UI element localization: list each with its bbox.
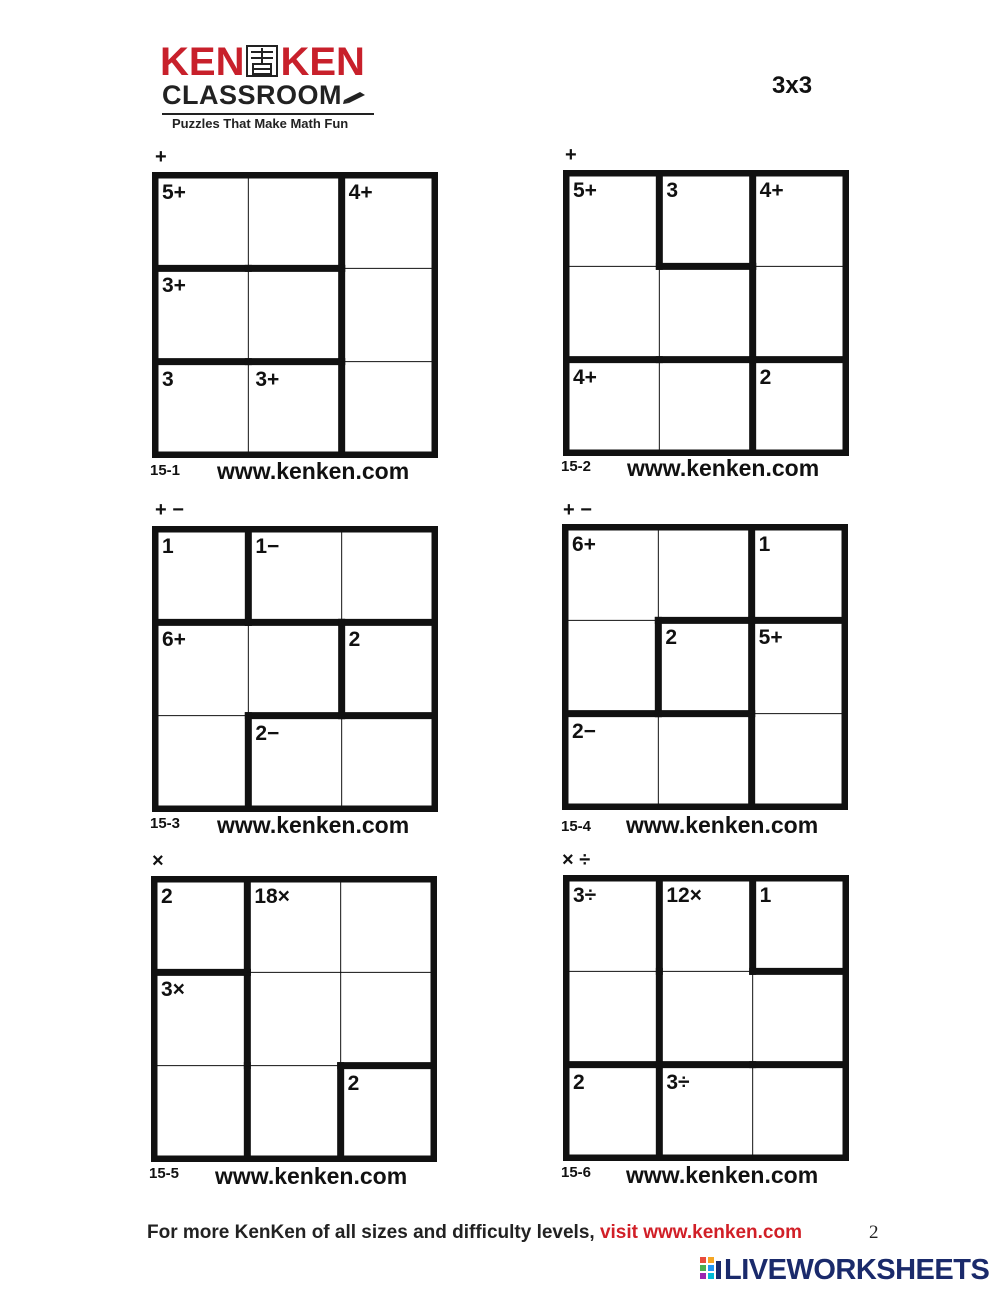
operations-label: + bbox=[155, 146, 167, 168]
kenken-classroom-logo bbox=[160, 42, 390, 132]
puzzle-id: 15-1 bbox=[150, 462, 181, 479]
cage-clue: 3 bbox=[666, 179, 679, 202]
footer-visit-link[interactable]: visit www.kenken.com bbox=[599, 1222, 802, 1243]
operations-label: + − bbox=[155, 499, 184, 521]
kenken-url[interactable]: www.kenken.com bbox=[215, 1163, 408, 1189]
puzzle-id: 15-5 bbox=[149, 1165, 180, 1182]
grid-outer-border bbox=[566, 173, 846, 453]
grid-lines bbox=[152, 526, 438, 812]
cage-clue: 5+ bbox=[758, 626, 783, 650]
cage-clue: 2 bbox=[573, 1070, 585, 1094]
cage-clue: 5+ bbox=[573, 179, 597, 202]
cage-clue: 1− bbox=[255, 535, 280, 558]
page-number: 2 bbox=[869, 1222, 879, 1243]
grid-outer-border bbox=[154, 879, 434, 1159]
cage-clue: 2 bbox=[347, 1071, 360, 1095]
grid-lines bbox=[152, 172, 438, 458]
grid-lines bbox=[563, 170, 849, 456]
logo-ken-left: KEN bbox=[160, 40, 245, 84]
kanji-mark-icon bbox=[245, 44, 279, 78]
kenken-grid bbox=[563, 875, 849, 1161]
cage-clue: 6+ bbox=[572, 533, 596, 556]
puzzle-id: 15-3 bbox=[150, 815, 181, 832]
kenken-grid bbox=[151, 876, 437, 1162]
puzzle-id: 15-4 bbox=[561, 818, 592, 835]
kenken-url[interactable]: www.kenken.com bbox=[626, 812, 819, 838]
grid-lines bbox=[563, 875, 849, 1161]
kenken-url[interactable]: www.kenken.com bbox=[217, 458, 410, 484]
operations-label: × bbox=[152, 850, 164, 872]
cage-clue: 3+ bbox=[255, 367, 280, 391]
logo-kenken-wordmark bbox=[160, 42, 365, 82]
operations-label: + bbox=[565, 144, 577, 166]
cage-clue: 6+ bbox=[162, 628, 186, 652]
kenken-url[interactable]: www.kenken.com bbox=[626, 1162, 819, 1188]
cage-clue: 1 bbox=[759, 884, 772, 907]
logo-tagline: Puzzles That Make Math Fun bbox=[172, 116, 349, 131]
cage-clue: 2 bbox=[665, 626, 678, 650]
cage-clue: 4+ bbox=[759, 179, 784, 202]
kenken-grid bbox=[152, 526, 438, 812]
grid-outer-border bbox=[155, 529, 435, 809]
kenken-grid bbox=[563, 170, 849, 456]
cage-clue: 3÷ bbox=[573, 884, 597, 907]
grid-outer-border bbox=[565, 527, 845, 807]
grid-lines bbox=[562, 524, 848, 810]
cage-clue: 2− bbox=[572, 719, 596, 743]
cage-clue: 4+ bbox=[573, 365, 597, 389]
cage-clue: 2 bbox=[348, 628, 361, 652]
kenken-grid bbox=[562, 524, 848, 810]
cage-clue: 2− bbox=[255, 721, 280, 745]
kenken-url[interactable]: www.kenken.com bbox=[217, 812, 410, 838]
logo-ken-right: KEN bbox=[280, 40, 365, 84]
cage-clue: 4+ bbox=[348, 181, 373, 204]
operations-label: × ÷ bbox=[562, 849, 591, 871]
cage-clue: 18× bbox=[254, 885, 290, 908]
cage-clue: 5+ bbox=[162, 181, 186, 204]
footer-text: For more KenKen of all sizes and difficulty levels, bbox=[147, 1222, 600, 1243]
footer-note bbox=[147, 1222, 802, 1244]
cage-clue: 3 bbox=[162, 367, 174, 391]
cage-clue: 1 bbox=[162, 535, 174, 558]
liveworksheets-text: LIVEWORKSHEETS bbox=[724, 1254, 990, 1286]
puzzle-id: 15-6 bbox=[561, 1164, 592, 1181]
grid-outer-border bbox=[566, 878, 846, 1158]
puzzle-id: 15-2 bbox=[561, 458, 592, 475]
cage-clue: 12× bbox=[666, 884, 702, 907]
liveworksheets-icon bbox=[700, 1257, 722, 1281]
grid-size-label: 3x3 bbox=[772, 72, 813, 99]
grid-outer-border bbox=[155, 175, 435, 455]
cage-clue: 3× bbox=[161, 978, 185, 1002]
pencil-icon bbox=[342, 90, 368, 104]
logo-classroom: CLASSROOM bbox=[162, 80, 368, 110]
logo-rule bbox=[162, 113, 374, 115]
grid-lines bbox=[151, 876, 437, 1162]
cage-clue: 1 bbox=[758, 533, 771, 556]
cage-clue: 3+ bbox=[162, 274, 186, 298]
kenken-grid bbox=[152, 172, 438, 458]
cage-clue: 2 bbox=[759, 365, 772, 389]
cage-clue: 2 bbox=[161, 885, 173, 908]
kenken-url[interactable]: www.kenken.com bbox=[627, 455, 820, 481]
operations-label: + − bbox=[563, 499, 592, 521]
cage-clue: 3÷ bbox=[666, 1070, 690, 1094]
